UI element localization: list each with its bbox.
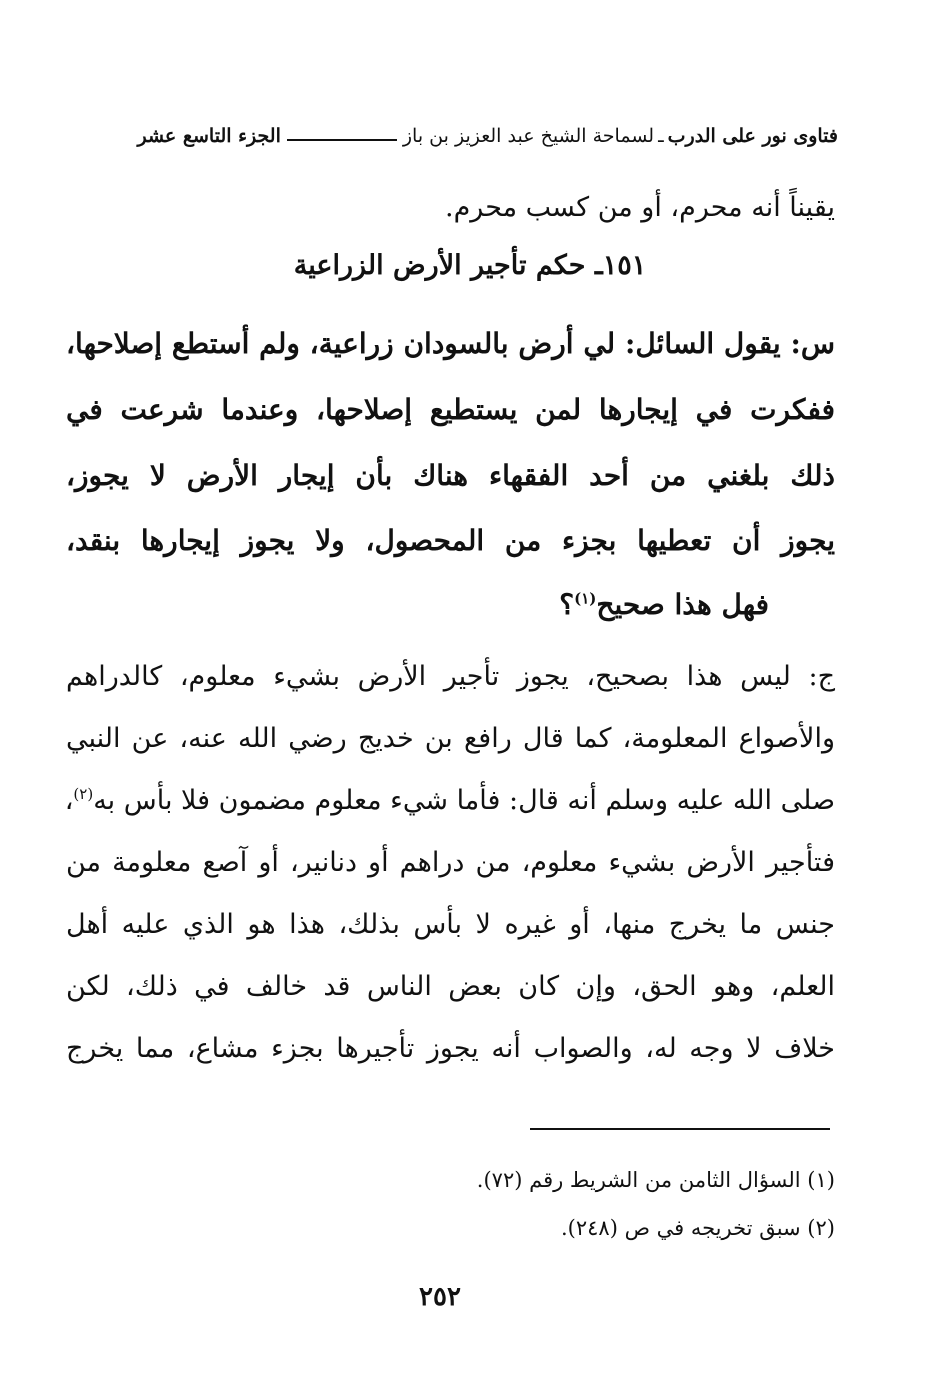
answer-line-1: ج: ليس هذا بصحيح، يجوز تأجير الأرض بشيء معلوم، كالدراهم bbox=[66, 661, 835, 692]
running-header bbox=[78, 118, 838, 154]
question-line-4: يجوز أن تعطيها بجزء من المحصول، ولا يجوز إيجارها بنقد، bbox=[66, 524, 835, 557]
footnote-1: (١) السؤال الثامن من الشريط رقم (٧٢). bbox=[476, 1168, 835, 1192]
answer-line-6: العلم، وهو الحق، وإن كان بعض الناس قد خالف في ذلك، لكن bbox=[66, 971, 835, 1002]
volume-label: الجزء التاسع عشر bbox=[137, 125, 281, 147]
page-number: ٢٥٢ bbox=[419, 1282, 461, 1312]
answer-line-3-punct: ، bbox=[64, 785, 74, 816]
author-line: لسماحة الشيخ عبد العزيز بن باز bbox=[402, 125, 655, 147]
answer-line-5: جنس ما يخرج منها، أو غيره لا بأس بذلك، هذا هو الذي عليه أهل bbox=[66, 909, 835, 940]
question-mark: ؟ bbox=[559, 588, 575, 621]
header-separator: ـ bbox=[658, 125, 664, 147]
footnote-2: (٢) سبق تخريجه في ص (٢٤٨). bbox=[561, 1216, 835, 1240]
header-rule bbox=[287, 139, 397, 141]
footnote-ref-1: (١) bbox=[574, 589, 597, 608]
fatwa-heading: ١٥١ـ حكم تأجير الأرض الزراعية bbox=[293, 250, 647, 281]
answer-line-4: فتأجير الأرض بشيء معلوم، من دراهم أو دنانير، أو آصع معلومة من bbox=[66, 847, 835, 878]
footnote-ref-2: (٢) bbox=[73, 785, 94, 803]
question-line-1: س: يقول السائل: لي أرض بالسودان زراعية، ولم أستطع إصلاحها، bbox=[66, 327, 835, 360]
answer-line-2: والأصواع المعلومة، كما قال رافع بن خديج رضي الله عنه، عن النبي bbox=[66, 723, 835, 754]
continuation-line: يقيناً أنه محرم، أو من كسب محرم. bbox=[445, 192, 835, 223]
question-last-text: فهل هذا صحيح bbox=[596, 588, 769, 621]
answer-line-3-text: صلى الله عليه وسلم أنه قال: فأما شيء معلوم مضمون فلا بأس به bbox=[93, 785, 835, 816]
book-title: فتاوى نور على الدرب bbox=[667, 125, 838, 147]
answer-line-3 bbox=[66, 781, 835, 821]
question-line-5 bbox=[559, 585, 769, 625]
footnote-rule bbox=[530, 1128, 830, 1130]
question-line-2: ففكرت في إيجارها لمن يستطيع إصلاحها، وعندما شرعت في bbox=[66, 393, 835, 426]
answer-line-7: خلاف لا وجه له، والصواب أنه يجوز تأجيرها بجزء مشاع، مما يخرج bbox=[66, 1033, 835, 1064]
question-line-3: ذلك بلغني من أحد الفقهاء هناك بأن إيجار الأرض لا يجوز، bbox=[66, 459, 835, 492]
